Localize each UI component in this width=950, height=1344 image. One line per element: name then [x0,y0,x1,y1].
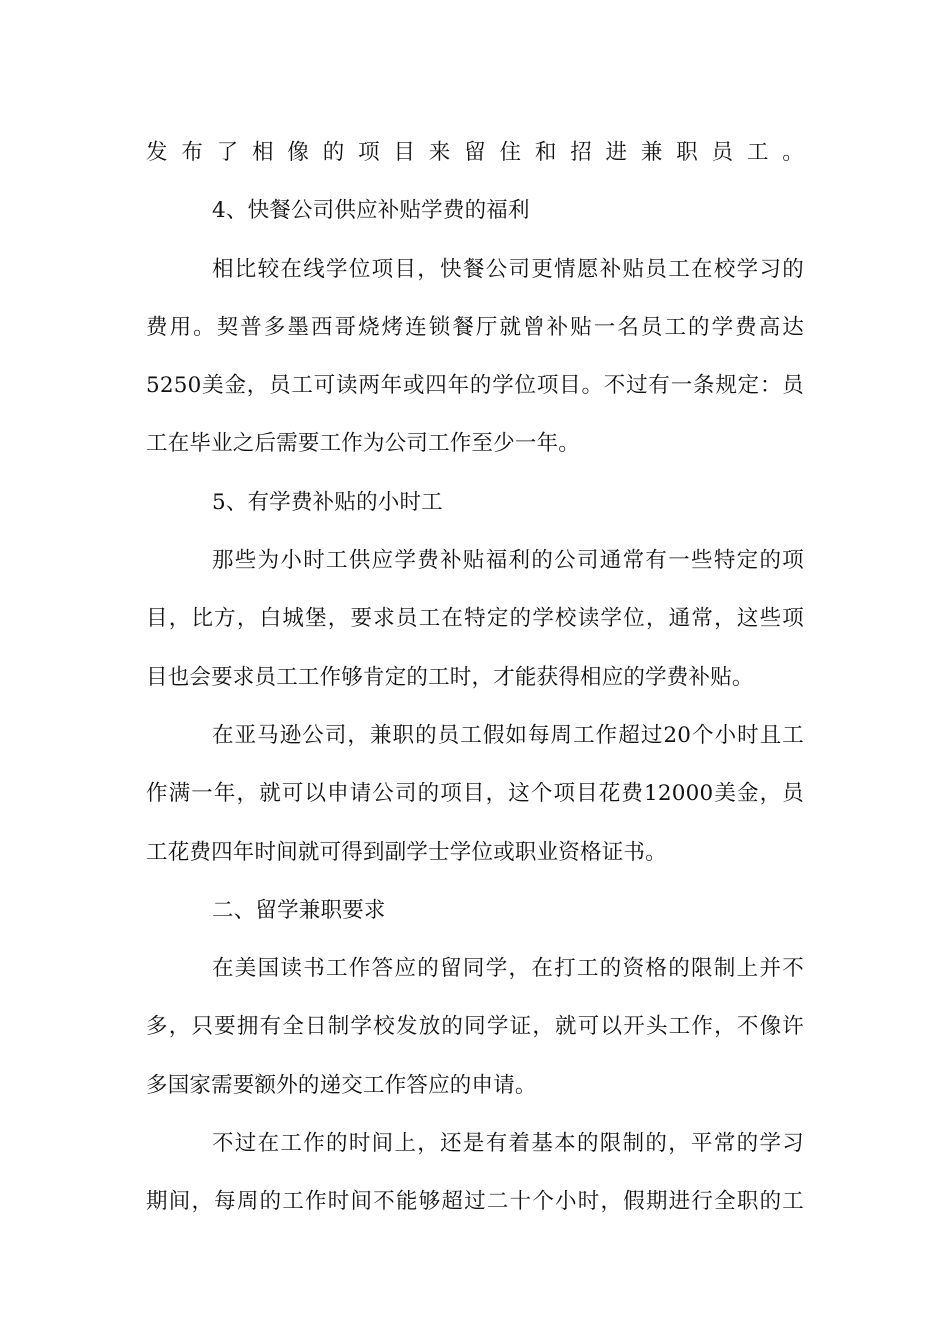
text-line: 发布了相像的项目来留住和招进兼职员工。 [146,140,804,165]
text-line: 5250美金，员工可读两年或四年的学位项目。不过有一条规定：员 [146,373,804,399]
text-line: 费用。契普多墨西哥烧烤连锁餐厅就曾补贴一名员工的学费高达 [146,314,804,340]
section-heading: 二、留学兼职要求 [212,897,386,923]
document-body [146,130,804,1238]
text-line: 多国家需要额外的递交工作答应的申请。 [146,1072,537,1098]
section-heading: 5、有学费补贴的小时工 [212,489,443,515]
text-line: 目也会要求员工工作够肯定的工时，才能获得相应的学费补贴。 [146,664,754,690]
text-line: 多，只要拥有全日制学校发放的同学证，就可以开头工作，不像许 [146,1014,804,1040]
text-line: 目，比方，白城堡，要求员工在特定的学校读学位，通常，这些项 [146,606,804,632]
text-line: 在亚马逊公司，兼职的员工假如每周工作超过20个小时且工 [212,722,804,748]
text-line: 不过在工作的时间上，还是有着基本的限制的，平常的学习 [212,1131,804,1157]
text-line: 相比较在线学位项目，快餐公司更情愿补贴员工在校学习的 [212,256,804,282]
text-line: 那些为小时工供应学费补贴福利的公司通常有一些特定的项 [212,548,804,574]
text-line: 工花费四年时间就可得到副学士学位或职业资格证书。 [146,839,667,865]
text-line: 期间，每周的工作时间不能够超过二十个小时，假期进行全职的工 [146,1189,804,1215]
text-line: 在美国读书工作答应的留同学，在打工的资格的限制上并不 [212,956,804,982]
text-line: 工在毕业之后需要工作为公司工作至少一年。 [146,431,581,457]
text-line: 作满一年，就可以申请公司的项目，这个项目花费12000美金，员 [146,781,804,807]
section-heading: 4、快餐公司供应补贴学费的福利 [212,198,530,224]
